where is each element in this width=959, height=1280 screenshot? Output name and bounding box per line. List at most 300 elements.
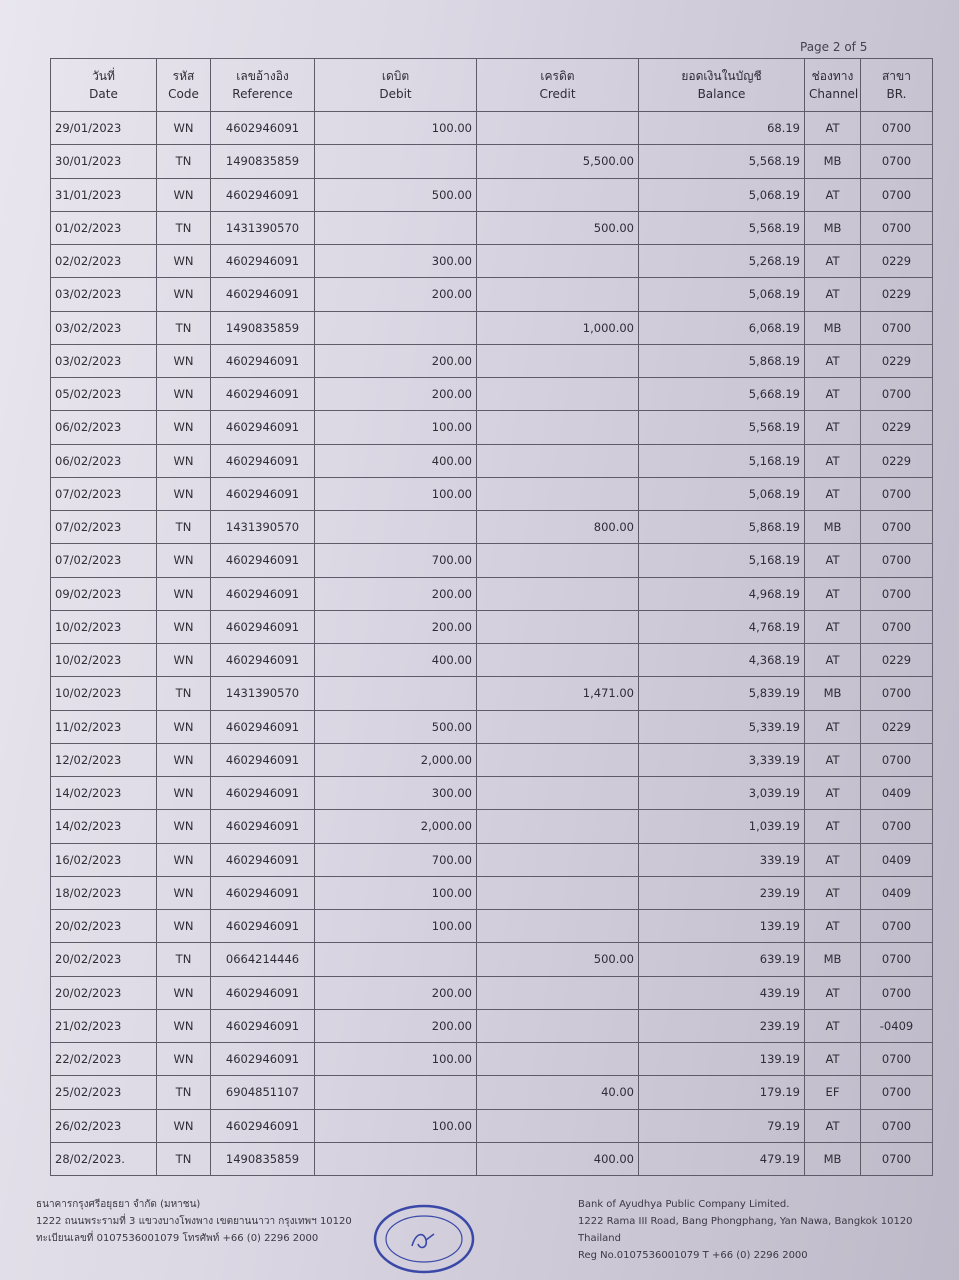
cell-credit: 500.00 bbox=[477, 211, 639, 244]
cell-credit bbox=[477, 378, 639, 411]
cell-debit: 200.00 bbox=[315, 976, 477, 1009]
cell-balance: 79.19 bbox=[639, 1109, 805, 1142]
cell-branch: 0700 bbox=[861, 178, 933, 211]
cell-branch: 0700 bbox=[861, 311, 933, 344]
cell-date: 10/02/2023 bbox=[51, 610, 157, 643]
cell-balance: 4,368.19 bbox=[639, 644, 805, 677]
cell-credit bbox=[477, 644, 639, 677]
cell-branch: 0229 bbox=[861, 344, 933, 377]
cell-credit bbox=[477, 810, 639, 843]
table-row bbox=[51, 112, 933, 145]
page-number: Page 2 of 5 bbox=[800, 40, 868, 54]
cell-date: 07/02/2023 bbox=[51, 511, 157, 544]
cell-channel: AT bbox=[805, 843, 861, 876]
cell-credit bbox=[477, 112, 639, 145]
cell-code: WN bbox=[157, 477, 211, 510]
cell-debit: 2,000.00 bbox=[315, 743, 477, 776]
cell-code: WN bbox=[157, 178, 211, 211]
cell-code: WN bbox=[157, 976, 211, 1009]
cell-balance: 5,168.19 bbox=[639, 444, 805, 477]
cell-branch: 0409 bbox=[861, 777, 933, 810]
cell-debit: 200.00 bbox=[315, 278, 477, 311]
transaction-table bbox=[50, 58, 933, 1176]
cell-code: WN bbox=[157, 544, 211, 577]
cell-credit: 500.00 bbox=[477, 943, 639, 976]
cell-reference: 4602946091 bbox=[211, 976, 315, 1009]
cell-channel: AT bbox=[805, 544, 861, 577]
cell-credit: 1,471.00 bbox=[477, 677, 639, 710]
cell-balance: 439.19 bbox=[639, 976, 805, 1009]
cell-balance: 5,339.19 bbox=[639, 710, 805, 743]
cell-credit: 5,500.00 bbox=[477, 145, 639, 178]
cell-date: 14/02/2023 bbox=[51, 777, 157, 810]
cell-branch: 0700 bbox=[861, 577, 933, 610]
cell-reference: 4602946091 bbox=[211, 876, 315, 909]
cell-branch: 0700 bbox=[861, 677, 933, 710]
cell-credit bbox=[477, 178, 639, 211]
cell-debit bbox=[315, 511, 477, 544]
cell-credit: 400.00 bbox=[477, 1142, 639, 1175]
cell-debit: 200.00 bbox=[315, 1009, 477, 1042]
cell-reference: 4602946091 bbox=[211, 843, 315, 876]
cell-debit: 400.00 bbox=[315, 644, 477, 677]
cell-code: WN bbox=[157, 444, 211, 477]
table-row bbox=[51, 211, 933, 244]
cell-credit: 1,000.00 bbox=[477, 311, 639, 344]
cell-reference: 1431390570 bbox=[211, 677, 315, 710]
cell-debit bbox=[315, 1142, 477, 1175]
cell-credit bbox=[477, 1009, 639, 1042]
cell-reference: 4602946091 bbox=[211, 544, 315, 577]
cell-reference: 4602946091 bbox=[211, 910, 315, 943]
cell-code: WN bbox=[157, 278, 211, 311]
cell-channel: AT bbox=[805, 477, 861, 510]
cell-reference: 4602946091 bbox=[211, 1043, 315, 1076]
cell-balance: 5,068.19 bbox=[639, 178, 805, 211]
cell-reference: 4602946091 bbox=[211, 1109, 315, 1142]
cell-date: 14/02/2023 bbox=[51, 810, 157, 843]
cell-date: 20/02/2023 bbox=[51, 943, 157, 976]
cell-debit bbox=[315, 211, 477, 244]
cell-credit bbox=[477, 710, 639, 743]
cell-channel: MB bbox=[805, 145, 861, 178]
cell-debit: 500.00 bbox=[315, 710, 477, 743]
cell-branch: 0229 bbox=[861, 444, 933, 477]
cell-debit: 100.00 bbox=[315, 477, 477, 510]
cell-reference: 4602946091 bbox=[211, 178, 315, 211]
cell-debit: 700.00 bbox=[315, 843, 477, 876]
cell-code: WN bbox=[157, 710, 211, 743]
cell-debit: 100.00 bbox=[315, 876, 477, 909]
cell-branch: 0700 bbox=[861, 477, 933, 510]
header-balance: ยอดเงินในบัญชี Balance bbox=[639, 59, 805, 112]
table-row bbox=[51, 1043, 933, 1076]
cell-branch: 0700 bbox=[861, 544, 933, 577]
cell-channel: AT bbox=[805, 743, 861, 776]
cell-date: 26/02/2023 bbox=[51, 1109, 157, 1142]
cell-credit: 40.00 bbox=[477, 1076, 639, 1109]
cell-date: 10/02/2023 bbox=[51, 644, 157, 677]
cell-reference: 4602946091 bbox=[211, 477, 315, 510]
cell-code: WN bbox=[157, 810, 211, 843]
cell-branch: 0700 bbox=[861, 511, 933, 544]
cell-reference: 4602946091 bbox=[211, 777, 315, 810]
table-row bbox=[51, 876, 933, 909]
cell-credit bbox=[477, 344, 639, 377]
cell-debit: 100.00 bbox=[315, 411, 477, 444]
cell-channel: AT bbox=[805, 976, 861, 1009]
cell-credit bbox=[477, 876, 639, 909]
cell-debit: 100.00 bbox=[315, 1043, 477, 1076]
cell-reference: 4602946091 bbox=[211, 743, 315, 776]
cell-balance: 1,039.19 bbox=[639, 810, 805, 843]
cell-branch: 0700 bbox=[861, 1076, 933, 1109]
cell-date: 06/02/2023 bbox=[51, 411, 157, 444]
cell-branch: 0229 bbox=[861, 710, 933, 743]
table-row bbox=[51, 344, 933, 377]
cell-balance: 5,268.19 bbox=[639, 245, 805, 278]
cell-credit bbox=[477, 610, 639, 643]
cell-channel: AT bbox=[805, 1009, 861, 1042]
cell-code: WN bbox=[157, 344, 211, 377]
cell-branch: 0700 bbox=[861, 943, 933, 976]
cell-date: 07/02/2023 bbox=[51, 544, 157, 577]
cell-branch: 0409 bbox=[861, 876, 933, 909]
cell-debit: 200.00 bbox=[315, 344, 477, 377]
cell-code: WN bbox=[157, 112, 211, 145]
cell-balance: 5,868.19 bbox=[639, 511, 805, 544]
cell-debit: 500.00 bbox=[315, 178, 477, 211]
cell-channel: AT bbox=[805, 444, 861, 477]
cell-credit bbox=[477, 1043, 639, 1076]
cell-balance: 239.19 bbox=[639, 1009, 805, 1042]
cell-date: 31/01/2023 bbox=[51, 178, 157, 211]
table-row bbox=[51, 910, 933, 943]
cell-code: TN bbox=[157, 311, 211, 344]
cell-date: 10/02/2023 bbox=[51, 677, 157, 710]
cell-reference: 0664214446 bbox=[211, 943, 315, 976]
cell-date: 06/02/2023 bbox=[51, 444, 157, 477]
cell-debit: 200.00 bbox=[315, 577, 477, 610]
table-row bbox=[51, 710, 933, 743]
cell-credit bbox=[477, 577, 639, 610]
header-reference: เลขอ้างอิง Reference bbox=[211, 59, 315, 112]
cell-code: TN bbox=[157, 511, 211, 544]
cell-balance: 5,868.19 bbox=[639, 344, 805, 377]
cell-branch: 0700 bbox=[861, 610, 933, 643]
cell-date: 12/02/2023 bbox=[51, 743, 157, 776]
cell-debit bbox=[315, 145, 477, 178]
cell-date: 20/02/2023 bbox=[51, 976, 157, 1009]
cell-reference: 1490835859 bbox=[211, 1142, 315, 1175]
cell-channel: MB bbox=[805, 311, 861, 344]
table-row bbox=[51, 411, 933, 444]
cell-debit bbox=[315, 311, 477, 344]
cell-date: 25/02/2023 bbox=[51, 1076, 157, 1109]
cell-balance: 5,668.19 bbox=[639, 378, 805, 411]
cell-balance: 339.19 bbox=[639, 843, 805, 876]
cell-credit bbox=[477, 843, 639, 876]
cell-reference: 4602946091 bbox=[211, 245, 315, 278]
table-row bbox=[51, 477, 933, 510]
cell-branch: 0700 bbox=[861, 976, 933, 1009]
cell-branch: 0700 bbox=[861, 378, 933, 411]
cell-branch: 0700 bbox=[861, 211, 933, 244]
table-row bbox=[51, 378, 933, 411]
cell-balance: 5,568.19 bbox=[639, 145, 805, 178]
cell-date: 11/02/2023 bbox=[51, 710, 157, 743]
cell-reference: 4602946091 bbox=[211, 710, 315, 743]
cell-channel: AT bbox=[805, 245, 861, 278]
footer-english-address: Bank of Ayudhya Public Company Limited. 1222 Rama III Road, Bang Phongphang, Yan Nawa, Bangkok 10120 Thailand Reg No.0107536001079 T +66 (0) 2296 2000 bbox=[578, 1199, 913, 1261]
cell-channel: AT bbox=[805, 278, 861, 311]
cell-debit: 100.00 bbox=[315, 910, 477, 943]
cell-credit bbox=[477, 777, 639, 810]
cell-code: WN bbox=[157, 411, 211, 444]
cell-balance: 5,168.19 bbox=[639, 544, 805, 577]
cell-reference: 1431390570 bbox=[211, 211, 315, 244]
cell-date: 18/02/2023 bbox=[51, 876, 157, 909]
cell-balance: 6,068.19 bbox=[639, 311, 805, 344]
cell-code: WN bbox=[157, 577, 211, 610]
cell-date: 07/02/2023 bbox=[51, 477, 157, 510]
cell-credit bbox=[477, 245, 639, 278]
cell-channel: MB bbox=[805, 511, 861, 544]
cell-reference: 4602946091 bbox=[211, 378, 315, 411]
cell-date: 05/02/2023 bbox=[51, 378, 157, 411]
table-row bbox=[51, 644, 933, 677]
cell-code: TN bbox=[157, 1142, 211, 1175]
cell-credit bbox=[477, 411, 639, 444]
cell-balance: 3,039.19 bbox=[639, 777, 805, 810]
cell-reference: 1490835859 bbox=[211, 311, 315, 344]
table-row bbox=[51, 810, 933, 843]
cell-credit bbox=[477, 976, 639, 1009]
table-row bbox=[51, 311, 933, 344]
cell-debit: 2,000.00 bbox=[315, 810, 477, 843]
header-debit: เดบิต Debit bbox=[315, 59, 477, 112]
cell-branch: 0700 bbox=[861, 145, 933, 178]
cell-reference: 4602946091 bbox=[211, 411, 315, 444]
cell-date: 28/02/2023. bbox=[51, 1142, 157, 1175]
table-row bbox=[51, 444, 933, 477]
cell-balance: 139.19 bbox=[639, 910, 805, 943]
table-row bbox=[51, 743, 933, 776]
table-row bbox=[51, 1109, 933, 1142]
cell-channel: AT bbox=[805, 710, 861, 743]
header-credit: เครดิต Credit bbox=[477, 59, 639, 112]
cell-date: 03/02/2023 bbox=[51, 278, 157, 311]
table-row bbox=[51, 245, 933, 278]
table-row bbox=[51, 145, 933, 178]
cell-reference: 4602946091 bbox=[211, 444, 315, 477]
cell-reference: 6904851107 bbox=[211, 1076, 315, 1109]
cell-balance: 639.19 bbox=[639, 943, 805, 976]
cell-debit: 400.00 bbox=[315, 444, 477, 477]
cell-branch: 0409 bbox=[861, 843, 933, 876]
cell-balance: 5,068.19 bbox=[639, 278, 805, 311]
cell-reference: 4602946091 bbox=[211, 577, 315, 610]
cell-credit: 800.00 bbox=[477, 511, 639, 544]
cell-channel: AT bbox=[805, 610, 861, 643]
cell-branch: 0700 bbox=[861, 810, 933, 843]
cell-debit: 200.00 bbox=[315, 610, 477, 643]
bank-seal-stamp bbox=[372, 1202, 476, 1276]
cell-credit bbox=[477, 910, 639, 943]
header-code: รหัส Code bbox=[157, 59, 211, 112]
cell-channel: AT bbox=[805, 777, 861, 810]
cell-reference: 4602946091 bbox=[211, 644, 315, 677]
cell-code: WN bbox=[157, 743, 211, 776]
cell-balance: 68.19 bbox=[639, 112, 805, 145]
cell-branch: -0409 bbox=[861, 1009, 933, 1042]
cell-balance: 179.19 bbox=[639, 1076, 805, 1109]
cell-date: 03/02/2023 bbox=[51, 344, 157, 377]
cell-balance: 4,768.19 bbox=[639, 610, 805, 643]
cell-channel: MB bbox=[805, 211, 861, 244]
cell-code: WN bbox=[157, 1043, 211, 1076]
footer-thai-address: ธนาคารกรุงศรีอยุธยา จำกัด (มหาชน) 1222 ถนนพระรามที่ 3 แขวงบางโพงพาง เขตยานนาวา กรุงเทพฯ 10120 ทะเบียนเลขที่ 0107536001079 โทรศัพท์ +66 (0) 2296 2000 bbox=[36, 1199, 352, 1244]
cell-reference: 4602946091 bbox=[211, 344, 315, 377]
cell-debit: 100.00 bbox=[315, 1109, 477, 1142]
cell-reference: 4602946091 bbox=[211, 810, 315, 843]
cell-date: 20/02/2023 bbox=[51, 910, 157, 943]
cell-credit bbox=[477, 743, 639, 776]
cell-branch: 0700 bbox=[861, 1109, 933, 1142]
cell-channel: AT bbox=[805, 644, 861, 677]
cell-debit: 200.00 bbox=[315, 378, 477, 411]
cell-credit bbox=[477, 1109, 639, 1142]
cell-date: 29/01/2023 bbox=[51, 112, 157, 145]
cell-balance: 5,568.19 bbox=[639, 411, 805, 444]
table-row bbox=[51, 544, 933, 577]
cell-balance: 4,968.19 bbox=[639, 577, 805, 610]
cell-channel: AT bbox=[805, 577, 861, 610]
cell-branch: 0700 bbox=[861, 1142, 933, 1175]
table-row bbox=[51, 278, 933, 311]
cell-channel: AT bbox=[805, 1043, 861, 1076]
cell-date: 30/01/2023 bbox=[51, 145, 157, 178]
cell-credit bbox=[477, 278, 639, 311]
cell-code: WN bbox=[157, 378, 211, 411]
table-row bbox=[51, 1009, 933, 1042]
cell-code: WN bbox=[157, 644, 211, 677]
table-row bbox=[51, 577, 933, 610]
cell-channel: AT bbox=[805, 1109, 861, 1142]
cell-balance: 479.19 bbox=[639, 1142, 805, 1175]
header-channel: ช่องทาง Channel bbox=[805, 59, 861, 112]
cell-balance: 5,568.19 bbox=[639, 211, 805, 244]
table-row bbox=[51, 677, 933, 710]
cell-channel: AT bbox=[805, 810, 861, 843]
cell-debit bbox=[315, 677, 477, 710]
cell-code: WN bbox=[157, 245, 211, 278]
cell-date: 16/02/2023 bbox=[51, 843, 157, 876]
cell-balance: 239.19 bbox=[639, 876, 805, 909]
cell-code: TN bbox=[157, 943, 211, 976]
table-row bbox=[51, 976, 933, 1009]
cell-code: TN bbox=[157, 677, 211, 710]
cell-date: 03/02/2023 bbox=[51, 311, 157, 344]
cell-branch: 0229 bbox=[861, 411, 933, 444]
cell-balance: 5,839.19 bbox=[639, 677, 805, 710]
cell-reference: 1431390570 bbox=[211, 511, 315, 544]
cell-channel: MB bbox=[805, 943, 861, 976]
cell-code: WN bbox=[157, 910, 211, 943]
table-row bbox=[51, 843, 933, 876]
cell-credit bbox=[477, 477, 639, 510]
cell-date: 21/02/2023 bbox=[51, 1009, 157, 1042]
table-row bbox=[51, 1076, 933, 1109]
cell-code: WN bbox=[157, 610, 211, 643]
cell-branch: 0700 bbox=[861, 743, 933, 776]
cell-reference: 4602946091 bbox=[211, 610, 315, 643]
cell-debit: 700.00 bbox=[315, 544, 477, 577]
cell-date: 09/02/2023 bbox=[51, 577, 157, 610]
cell-credit bbox=[477, 444, 639, 477]
cell-date: 02/02/2023 bbox=[51, 245, 157, 278]
cell-code: WN bbox=[157, 777, 211, 810]
table-row bbox=[51, 511, 933, 544]
cell-code: TN bbox=[157, 211, 211, 244]
table-header bbox=[51, 59, 933, 112]
cell-debit: 100.00 bbox=[315, 112, 477, 145]
cell-code: WN bbox=[157, 1009, 211, 1042]
cell-debit: 300.00 bbox=[315, 777, 477, 810]
cell-balance: 3,339.19 bbox=[639, 743, 805, 776]
cell-channel: AT bbox=[805, 876, 861, 909]
cell-channel: EF bbox=[805, 1076, 861, 1109]
cell-debit: 300.00 bbox=[315, 245, 477, 278]
cell-channel: MB bbox=[805, 1142, 861, 1175]
cell-branch: 0700 bbox=[861, 1043, 933, 1076]
cell-code: WN bbox=[157, 876, 211, 909]
cell-channel: AT bbox=[805, 378, 861, 411]
table-row bbox=[51, 943, 933, 976]
cell-code: WN bbox=[157, 1109, 211, 1142]
cell-balance: 5,068.19 bbox=[639, 477, 805, 510]
cell-date: 22/02/2023 bbox=[51, 1043, 157, 1076]
table-row bbox=[51, 178, 933, 211]
cell-channel: MB bbox=[805, 677, 861, 710]
cell-reference: 4602946091 bbox=[211, 278, 315, 311]
cell-debit bbox=[315, 1076, 477, 1109]
cell-reference: 1490835859 bbox=[211, 145, 315, 178]
header-date: วันที่ Date bbox=[51, 59, 157, 112]
cell-branch: 0229 bbox=[861, 245, 933, 278]
cell-channel: AT bbox=[805, 344, 861, 377]
cell-branch: 0229 bbox=[861, 644, 933, 677]
cell-reference: 4602946091 bbox=[211, 1009, 315, 1042]
cell-date: 01/02/2023 bbox=[51, 211, 157, 244]
table-row bbox=[51, 1142, 933, 1175]
cell-code: TN bbox=[157, 145, 211, 178]
cell-channel: AT bbox=[805, 112, 861, 145]
table-row bbox=[51, 610, 933, 643]
cell-branch: 0700 bbox=[861, 910, 933, 943]
cell-balance: 139.19 bbox=[639, 1043, 805, 1076]
cell-channel: AT bbox=[805, 411, 861, 444]
cell-code: WN bbox=[157, 843, 211, 876]
table-row bbox=[51, 777, 933, 810]
cell-channel: AT bbox=[805, 178, 861, 211]
cell-channel: AT bbox=[805, 910, 861, 943]
header-branch: สาขา BR. bbox=[861, 59, 933, 112]
cell-debit bbox=[315, 943, 477, 976]
cell-branch: 0700 bbox=[861, 112, 933, 145]
cell-reference: 4602946091 bbox=[211, 112, 315, 145]
cell-branch: 0229 bbox=[861, 278, 933, 311]
